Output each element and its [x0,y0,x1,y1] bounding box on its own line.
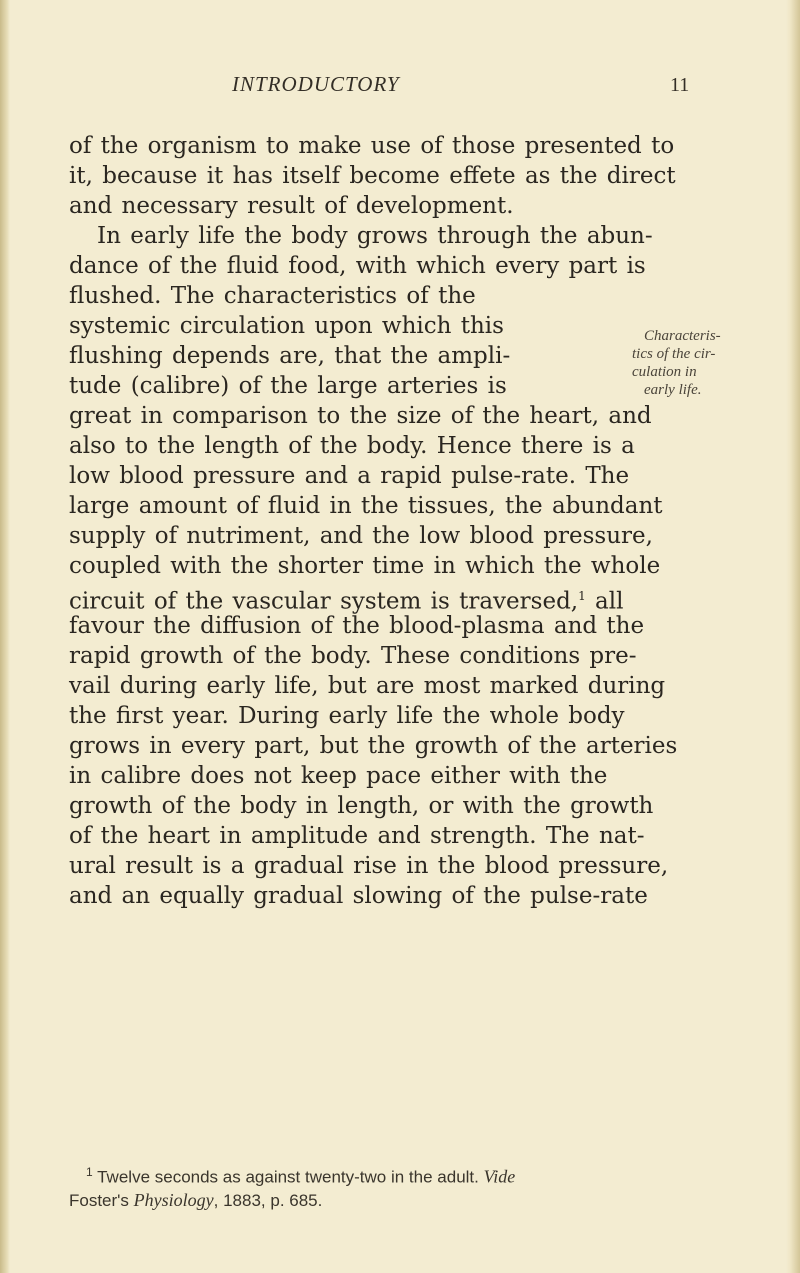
running-head: INTRODUCTORY [232,72,400,96]
footnote-book-title: Physiology [133,1189,214,1210]
footnote-line [69,1189,726,1212]
text-line: grows in every part, but the growth of the arteries [69,733,678,759]
text-line: great in comparison to the size of the heart, and [69,403,652,429]
margin-note [632,327,792,399]
text-line: it, because it has itself become effete as the direct [69,163,676,189]
text-line: in calibre does not keep pace either with the [69,763,608,789]
text-line: systemic circulation upon which this [69,313,504,339]
footnote-marker: 1 [86,1165,93,1179]
margin-note-line: culation in [632,364,697,380]
text-line: favour the diffusion of the blood-plasma and the [69,613,645,639]
text-line: circuit of the vascular system is traversed, [69,588,579,615]
page-number: 11 [670,74,690,96]
footnote-reference: 1 [578,589,586,603]
text-line: and necessary result of development. [69,193,514,219]
text-line: supply of nutriment, and the low blood pressure, [69,523,653,549]
margin-note-line: tics of the cir- [632,346,716,362]
text-line: ural result is a gradual rise in the blood pressure, [69,853,669,879]
text-line: vail during early life, but are most marked during [69,673,666,699]
footnote-vide: Vide [483,1166,516,1187]
text-line: the first year. During early life the whole body [69,703,625,729]
text-line-tail: all [585,588,624,615]
text-line: of the heart in amplitude and strength. The nat- [69,823,645,849]
footnote-citation: , 1883, p. 685. [213,1190,323,1210]
footnote-line [86,1161,726,1189]
footnote-text: Twelve seconds as against twenty-two in the adult. [97,1167,479,1187]
margin-note-line: early life. [644,382,702,398]
page-edge-right [786,0,800,1273]
text-line-with-footnote-ref [69,581,629,615]
text-line: of the organism to make use of those presented to [69,133,675,159]
text-line: coupled with the shorter time in which the whole [69,553,661,579]
text-line: In early life the body grows through the abun- [97,223,653,249]
footnote [69,1161,726,1212]
page-header [0,72,800,112]
margin-note-line: Characteris- [644,328,721,344]
text-line: flushed. The characteristics of the [69,283,476,309]
text-line: large amount of fluid in the tissues, the abundant [69,493,663,519]
footnote-author: Foster's [69,1190,129,1210]
text-line: low blood pressure and a rapid pulse-rate. The [69,463,630,489]
text-line: and an equally gradual slowing of the pulse-rate [69,883,648,909]
page-edge-left [0,0,10,1273]
text-line: dance of the fluid food, with which every part is [69,253,646,279]
text-line: also to the length of the body. Hence there is a [69,433,635,459]
text-line: tude (calibre) of the large arteries is [69,373,507,399]
text-line: flushing depends are, that the ampli- [69,343,511,369]
text-line: growth of the body in length, or with the growth [69,793,654,819]
text-line: rapid growth of the body. These conditions pre- [69,643,637,669]
